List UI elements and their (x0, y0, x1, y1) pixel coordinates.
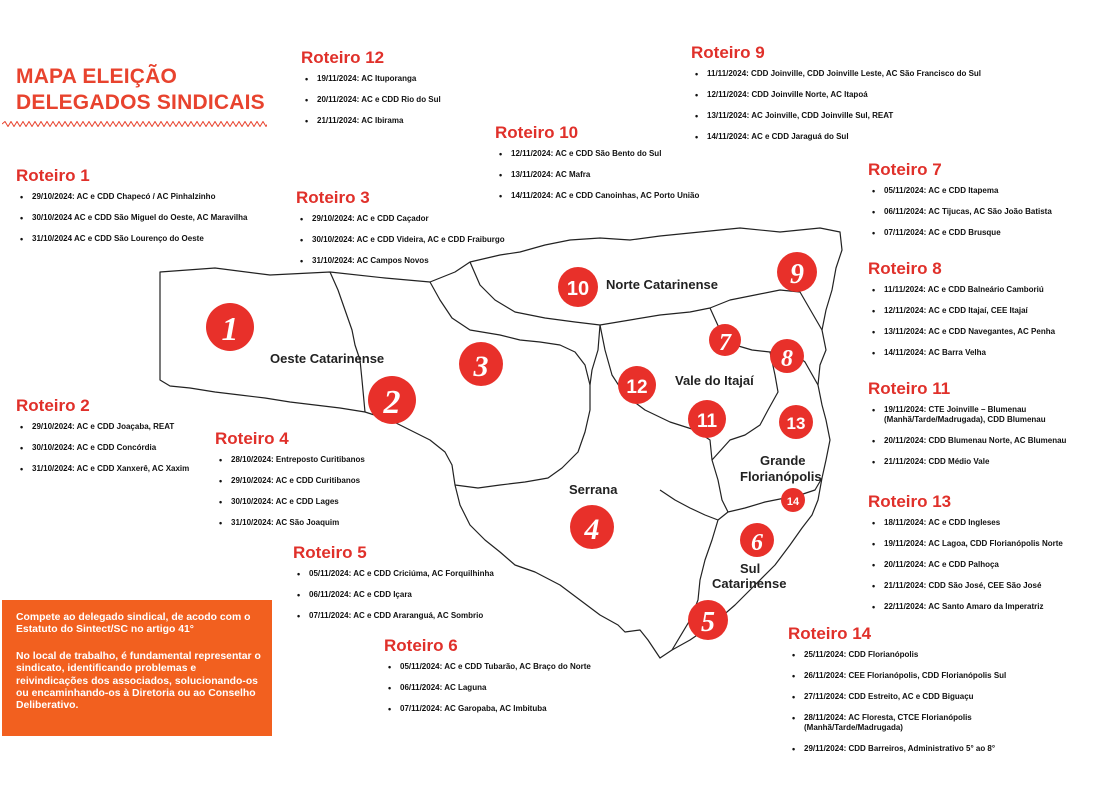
roteiro-4-item: • 29/10/2024: AC e CDD Curitibanos (229, 476, 415, 486)
roteiro-13-item: • 20/11/2024: AC e CDD Palhoça (882, 560, 1103, 570)
roteiro-5-item: • 05/11/2024: AC e CDD Criciúma, AC Forquilhinha (307, 569, 533, 579)
roteiro-13-item: • 18/11/2024: AC e CDD Ingleses (882, 518, 1103, 528)
roteiro-8 (868, 259, 1088, 369)
info-paragraph-2: No local de trabalho, é fundamental representar o sindicato, identificando problemas e reivindicações dos associados, solucionando-os ou encaminhando-os à Diretoria ou ao Conselho Deliberativo. (16, 650, 261, 712)
roteiro-10-item: • 13/11/2024: AC Mafra (509, 170, 735, 180)
roteiro-7-title: Roteiro 7 (868, 160, 942, 179)
roteiro-13-item: • 19/11/2024: AC Lagoa, CDD Florianópolis Norte (882, 539, 1103, 549)
badge-13: 13 (786, 414, 806, 433)
badge-3: 3 (473, 350, 489, 383)
badge-6: 6 (751, 530, 763, 556)
roteiro-11-title: Roteiro 11 (868, 379, 951, 398)
roteiro-13-title: Roteiro 13 (868, 492, 952, 511)
roteiro-3-item: • 30/10/2024: AC e CDD Videira, AC e CDD Fraiburgo (310, 235, 556, 245)
region-sul-label-1: Sul (740, 561, 761, 576)
region-serrana-label: Serrana (569, 482, 618, 497)
roteiro-4-title: Roteiro 4 (215, 429, 289, 448)
badge-10: 10 (566, 278, 590, 300)
roteiro-7 (868, 160, 1088, 249)
badge-9: 9 (790, 259, 804, 290)
badge-4: 4 (584, 513, 600, 546)
roteiro-2-item: • 30/10/2024: AC e CDD Concórdia (30, 443, 216, 453)
badge-12: 12 (626, 377, 648, 398)
roteiro-5 (293, 543, 533, 632)
badge-5: 5 (701, 607, 715, 638)
roteiro-8-item: • 14/11/2024: AC Barra Velha (882, 348, 1088, 358)
roteiro-13 (868, 492, 1103, 623)
roteiro-2-item: • 31/10/2024: AC e CDD Xanxerê, AC Xaxim (30, 464, 216, 474)
badge-11: 11 (696, 411, 718, 432)
roteiro-1 (16, 166, 286, 255)
roteiro-7-item: • 07/11/2024: AC e CDD Brusque (882, 228, 1088, 238)
roteiro-6-item: • 05/11/2024: AC e CDD Tubarão, AC Braço do Norte (398, 662, 634, 672)
page-title (16, 64, 265, 116)
roteiro-1-title: Roteiro 1 (16, 166, 90, 185)
region-grande-label-1: Grande (760, 453, 806, 468)
roteiro-9-item: • 14/11/2024: AC e CDD Jaraguá do Sul (705, 132, 1031, 142)
badge-14: 14 (786, 496, 800, 508)
roteiro-6-item: • 07/11/2024: AC Garopaba, AC Imbituba (398, 704, 634, 714)
roteiro-10 (495, 123, 735, 212)
roteiro-14 (788, 624, 1058, 765)
roteiro-3-title: Roteiro 3 (296, 188, 370, 207)
page-title-line1: MAPA ELEIÇÃO (16, 65, 178, 88)
roteiro-1-item: • 31/10/2024 AC e CDD São Lourenço do Oeste (30, 234, 286, 244)
page-title-line2: DELEGADOS SINDICAIS (16, 91, 265, 114)
roteiro-10-item: • 12/11/2024: AC e CDD São Bento do Sul (509, 149, 735, 159)
roteiro-14-title: Roteiro 14 (788, 624, 872, 643)
roteiro-14-item: • 26/11/2024: CEE Florianópolis, CDD Florianópolis Sul (802, 671, 1058, 681)
roteiro-6-item: • 06/11/2024: AC Laguna (398, 683, 634, 693)
roteiro-7-item: • 05/11/2024: AC e CDD Itapema (882, 186, 1088, 196)
roteiro-6-title: Roteiro 6 (384, 636, 458, 655)
roteiro-11-item: • 21/11/2024: CDD Médio Vale (882, 457, 1103, 467)
roteiro-9-item: • 12/11/2024: CDD Joinville Norte, AC Itapoá (705, 90, 1031, 100)
region-grande-label-2: Florianópolis (740, 469, 822, 484)
roteiro-10-item: • 14/11/2024: AC e CDD Canoinhas, AC Porto União (509, 191, 735, 201)
roteiro-12 (301, 48, 501, 137)
roteiro-12-item: • 19/11/2024: AC Ituporanga (315, 74, 501, 84)
border-oeste-meio (330, 272, 365, 412)
roteiro-9-item: • 13/11/2024: AC Joinville, CDD Joinville Sul, REAT (705, 111, 1031, 121)
roteiro-6 (384, 636, 634, 725)
roteiro-9-title: Roteiro 9 (691, 43, 765, 62)
region-oeste-label: Oeste Catarinense (270, 351, 385, 366)
roteiro-1-item: • 30/10/2024 AC e CDD São Miguel do Oeste, AC Maravilha (30, 213, 286, 223)
roteiro-12-item: • 21/11/2024: AC Ibirama (315, 116, 501, 126)
roteiro-11 (868, 379, 1103, 478)
title-underline (2, 121, 267, 127)
roteiro-2 (16, 396, 216, 485)
roteiro-4-item: • 31/10/2024: AC São Joaquim (229, 518, 415, 528)
roteiro-13-item: • 21/11/2024: CDD São José, CEE São José (882, 581, 1103, 591)
region-norte-label: Norte Catarinense (606, 277, 718, 292)
roteiro-5-item: • 07/11/2024: AC e CDD Araranguá, AC Sombrio (307, 611, 533, 621)
roteiro-4-item: • 28/10/2024: Entreposto Curitibanos (229, 455, 415, 465)
roteiro-13-item: • 22/11/2024: AC Santo Amaro da Imperatriz (882, 602, 1103, 612)
roteiro-3-item: • 31/10/2024: AC Campos Novos (310, 256, 556, 266)
region-sul-label-2: Catarinense (712, 576, 787, 591)
roteiro-7-item: • 06/11/2024: AC Tijucas, AC São João Batista (882, 207, 1088, 217)
roteiro-2-item: • 29/10/2024: AC e CDD Joaçaba, REAT (30, 422, 216, 432)
badge-1: 1 (221, 311, 239, 348)
info-box (2, 600, 272, 736)
roteiro-8-item: • 11/11/2024: AC e CDD Balneário Camboriú (882, 285, 1088, 295)
roteiro-4 (215, 429, 415, 539)
badge-7: 7 (719, 330, 731, 356)
roteiro-9 (691, 43, 1031, 153)
roteiro-8-title: Roteiro 8 (868, 259, 942, 278)
roteiro-14-item: • 28/11/2024: AC Floresta, CTCE Florianópolis (Manhã/Tarde/Madrugada) (802, 713, 1004, 733)
roteiro-12-item: • 20/11/2024: AC e CDD Rio do Sul (315, 95, 501, 105)
roteiro-9-item: • 11/11/2024: CDD Joinville, CDD Joinville Leste, AC São Francisco do Sul (705, 69, 1031, 79)
info-paragraph-1: Compete ao delegado sindical, de acodo com o Estatuto do Sintect/SC no artigo 41° (16, 612, 251, 636)
badge-8: 8 (781, 346, 793, 372)
roteiro-5-item: • 06/11/2024: AC e CDD Içara (307, 590, 533, 600)
roteiro-11-item: • 19/11/2024: CTE Joinville – Blumenau (Manhã/Tarde/Madrugada), CDD Blumenau (882, 405, 1074, 425)
roteiro-3-item: • 29/10/2024: AC e CDD Caçador (310, 214, 556, 224)
border-vale-grande-east (712, 352, 778, 460)
roteiro-8-item: • 12/11/2024: AC e CDD Itajaí, CEE Itajaí (882, 306, 1088, 316)
roteiro-4-item: • 30/10/2024: AC e CDD Lages (229, 497, 415, 507)
roteiro-14-item: • 29/11/2024: CDD Barreiros, Administrativo 5° ao 8° (802, 744, 1058, 754)
border-vale-serrana (590, 325, 600, 385)
roteiro-11-item: • 20/11/2024: CDD Blumenau Norte, AC Blumenau (882, 436, 1103, 446)
roteiro-8-item: • 13/11/2024: AC e CDD Navegantes, AC Penha (882, 327, 1088, 337)
roteiro-14-item: • 27/11/2024: CDD Estreito, AC e CDD Biguaçu (802, 692, 1058, 702)
roteiro-1-item: • 29/10/2024: AC e CDD Chapecó / AC Pinhalzinho (30, 192, 286, 202)
region-vale-label: Vale do Itajaí (675, 373, 754, 388)
border-meio-oeste-serrana (430, 282, 590, 488)
border-serrana-sul (660, 490, 728, 520)
roteiro-14-item: • 25/11/2024: CDD Florianópolis (802, 650, 1058, 660)
roteiro-2-title: Roteiro 2 (16, 396, 90, 415)
roteiro-12-title: Roteiro 12 (301, 48, 385, 67)
roteiro-5-title: Roteiro 5 (293, 543, 367, 562)
badge-2: 2 (383, 384, 401, 421)
roteiro-10-title: Roteiro 10 (495, 123, 579, 142)
